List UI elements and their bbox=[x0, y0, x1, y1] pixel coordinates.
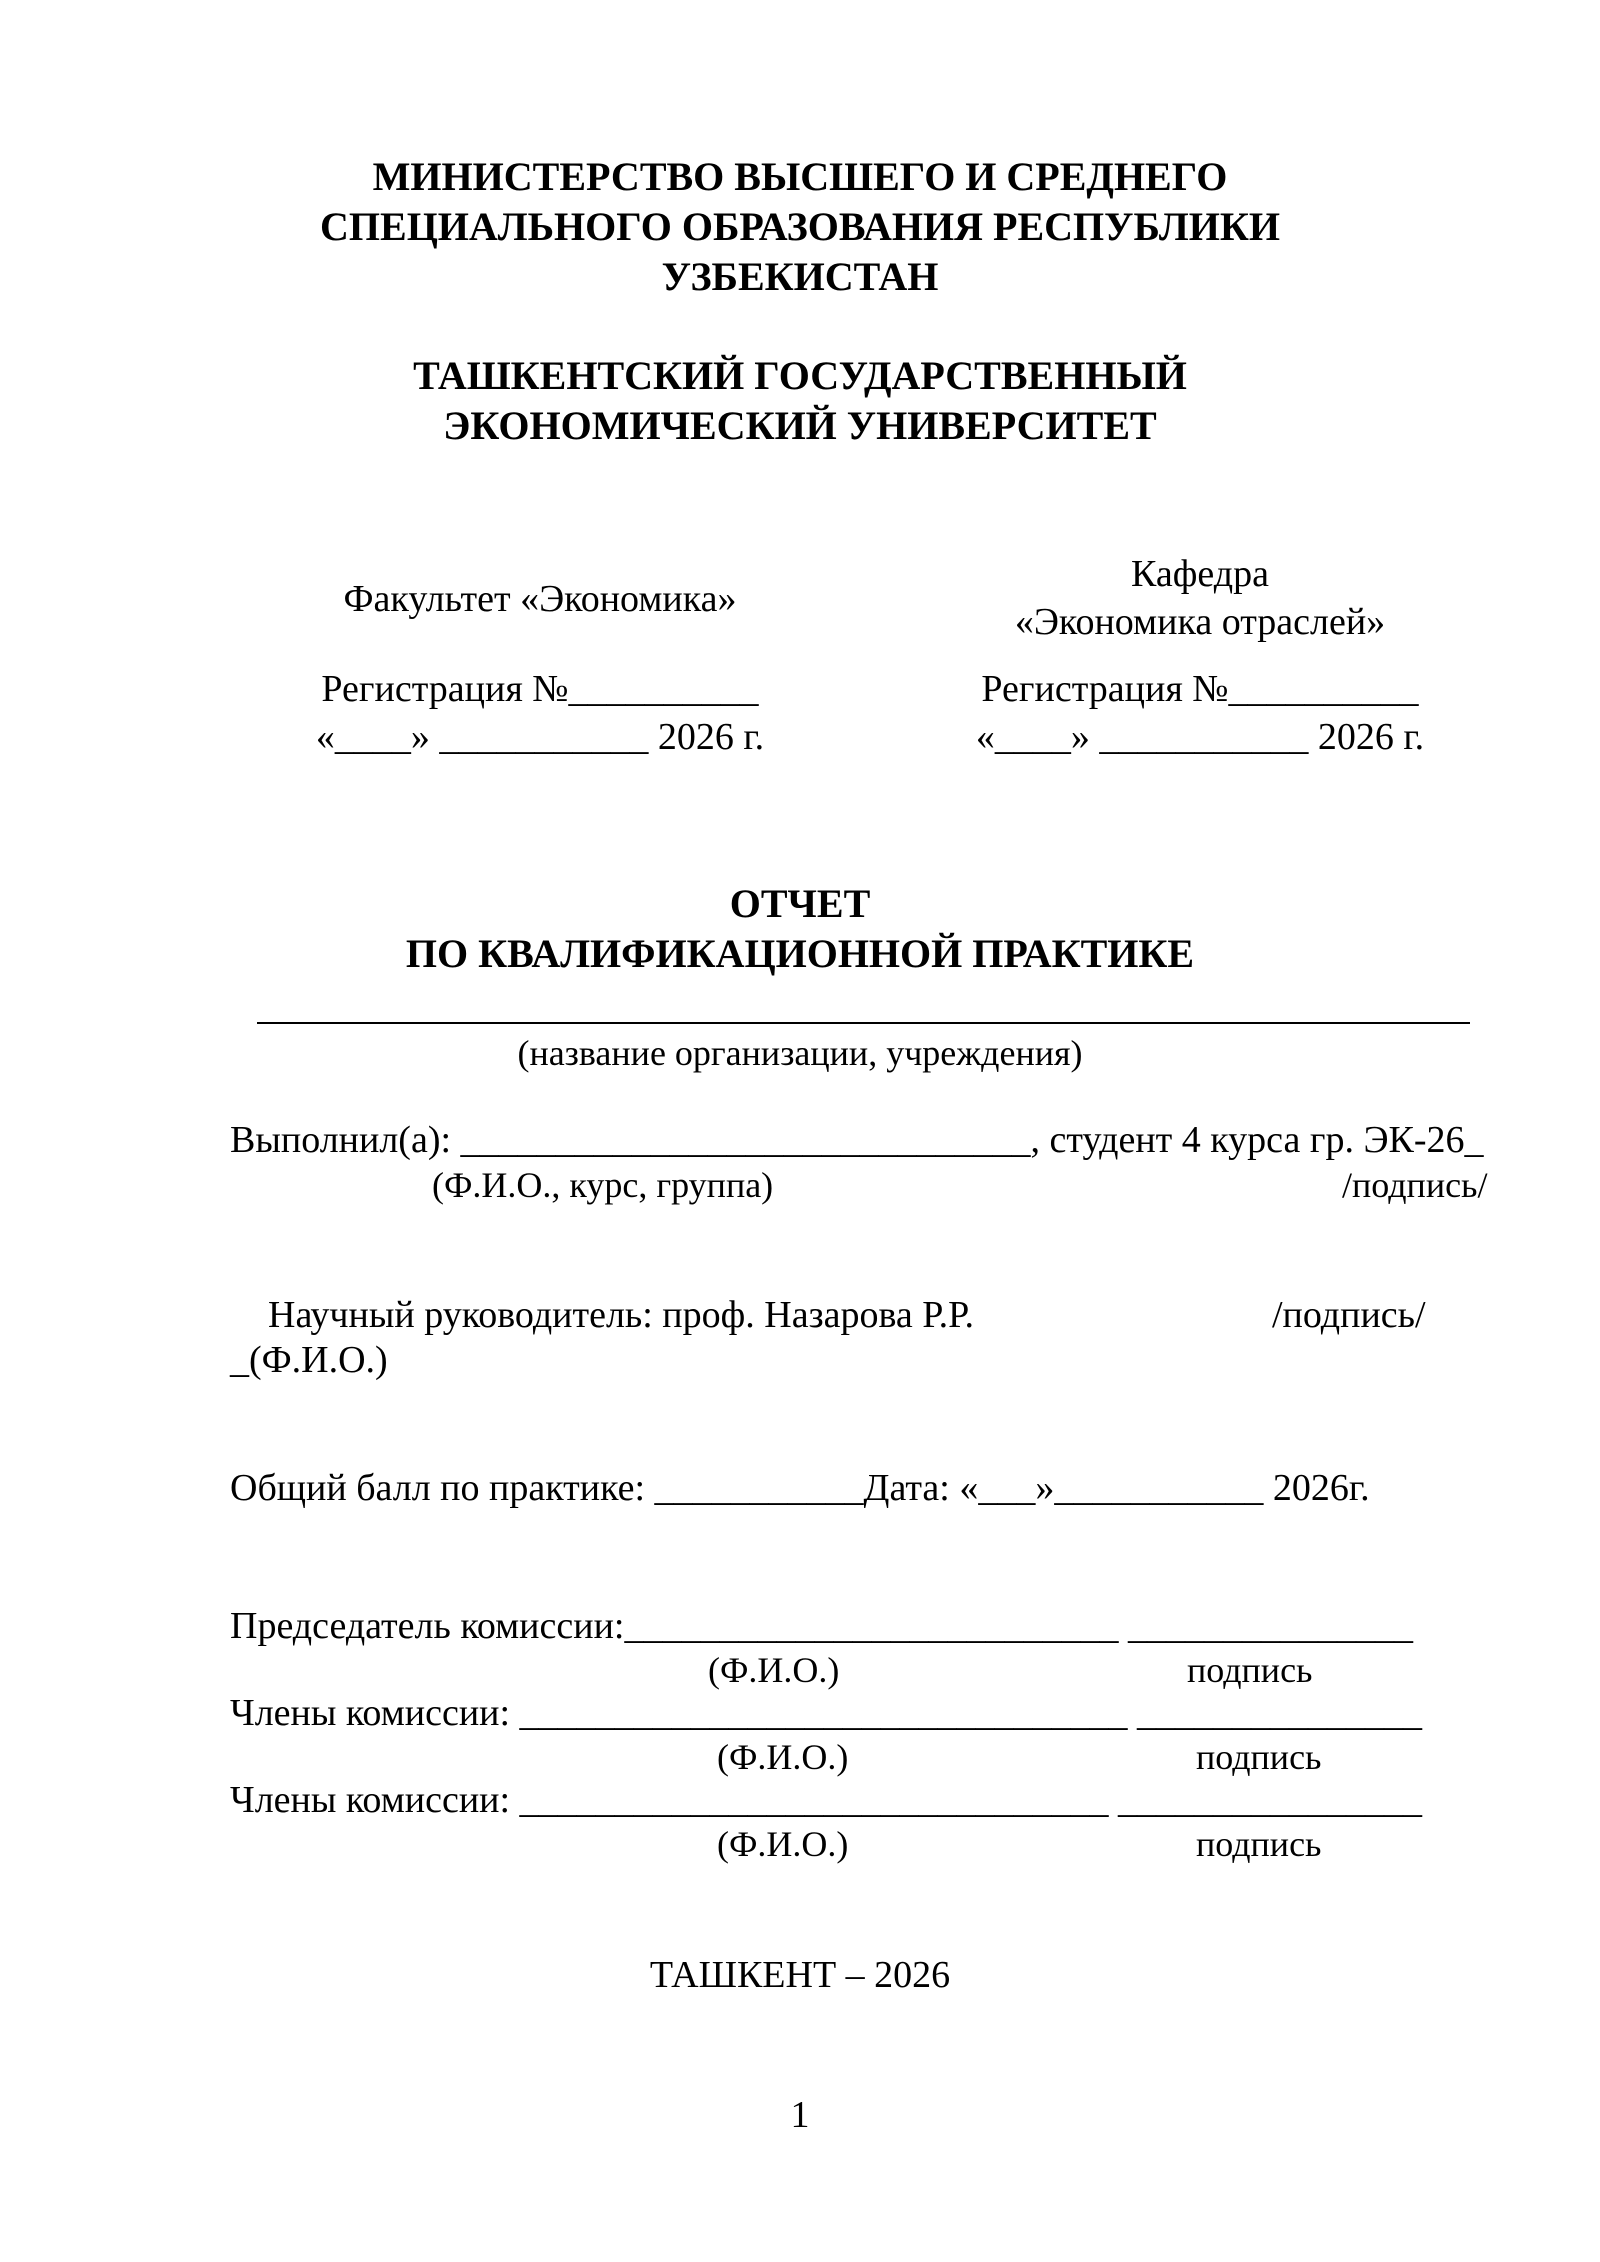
supervisor-fio-caption: _(Ф.И.О.) bbox=[230, 1339, 388, 1381]
faculty-registration-block bbox=[230, 665, 850, 761]
performer-fio-caption: (Ф.И.О., курс, группа) bbox=[432, 1165, 774, 1205]
university-title-line-1: ТАШКЕНТСКИЙ ГОСУДАРСТВЕННЫЙ bbox=[413, 353, 1187, 398]
commission-chairman-signature-caption: подпись bbox=[1187, 1650, 1313, 1690]
department-name-line-2: «Экономика отраслей» bbox=[1014, 601, 1386, 643]
department-registration-block bbox=[880, 665, 1520, 761]
faculty-registration-date: «____» ___________ 2026 г. bbox=[315, 716, 765, 758]
department-registration-date: «____» ___________ 2026 г. bbox=[975, 716, 1425, 758]
department-name-line-1: Кафедра bbox=[1131, 553, 1269, 595]
commission-member-2-signature-caption: подпись bbox=[1196, 1824, 1322, 1864]
organization-caption: (название организации, учреждения) bbox=[517, 1033, 1083, 1073]
faculty-name: Факультет «Экономика» bbox=[343, 578, 737, 620]
commission-member-2-fio-caption: (Ф.И.О.) bbox=[717, 1824, 849, 1864]
commission-chairman-line: Председатель комиссии:__________________________ _______________ bbox=[230, 1605, 1413, 1647]
commission-member-1-signature-caption: подпись bbox=[1196, 1737, 1322, 1777]
report-title: ОТЧЕТ bbox=[729, 881, 871, 926]
ministry-title-line-3: УЗБЕКИСТАН bbox=[661, 254, 939, 299]
supervisor-signature: /подпись/ bbox=[1272, 1294, 1426, 1336]
city-year: ТАШКЕНТ – 2026 bbox=[649, 1954, 951, 1996]
page-number: 1 bbox=[790, 2094, 810, 2136]
commission-chairman-fio-caption: (Ф.И.О.) bbox=[708, 1650, 840, 1690]
department-registration: Регистрация №__________ bbox=[981, 668, 1419, 710]
organization-blank-line bbox=[257, 1022, 1470, 1024]
commission-member-2-line: Члены комиссии: _______________________________ ________________ bbox=[230, 1779, 1423, 1821]
faculty-block bbox=[230, 575, 850, 623]
ministry-title-line-1: МИНИСТЕРСТВО ВЫСШЕГО И СРЕДНЕГО bbox=[372, 154, 1228, 199]
report-subtitle: ПО КВАЛИФИКАЦИОННОЙ ПРАКТИКЕ bbox=[405, 931, 1195, 976]
performer-line: Выполнил(а): ______________________________, студент 4 курса гр. ЭК-26_ bbox=[230, 1119, 1484, 1161]
ministry-title-line-2: СПЕЦИАЛЬНОГО ОБРАЗОВАНИЯ РЕСПУБЛИКИ bbox=[320, 204, 1280, 249]
performer-signature-caption: /подпись/ bbox=[1342, 1165, 1488, 1205]
university-title-line-2: ЭКОНОМИЧЕСКИЙ УНИВЕРСИТЕТ bbox=[443, 403, 1157, 448]
commission-member-1-line: Члены комиссии: ________________________________ _______________ bbox=[230, 1692, 1423, 1734]
department-block bbox=[880, 550, 1520, 646]
supervisor-line: Научный руководитель: проф. Назарова Р.Р. bbox=[268, 1294, 975, 1336]
faculty-registration: Регистрация №__________ bbox=[321, 668, 759, 710]
score-date-line: Общий балл по практике: ___________Дата: «___»___________ 2026г. bbox=[230, 1467, 1370, 1509]
commission-member-1-fio-caption: (Ф.И.О.) bbox=[717, 1737, 849, 1777]
